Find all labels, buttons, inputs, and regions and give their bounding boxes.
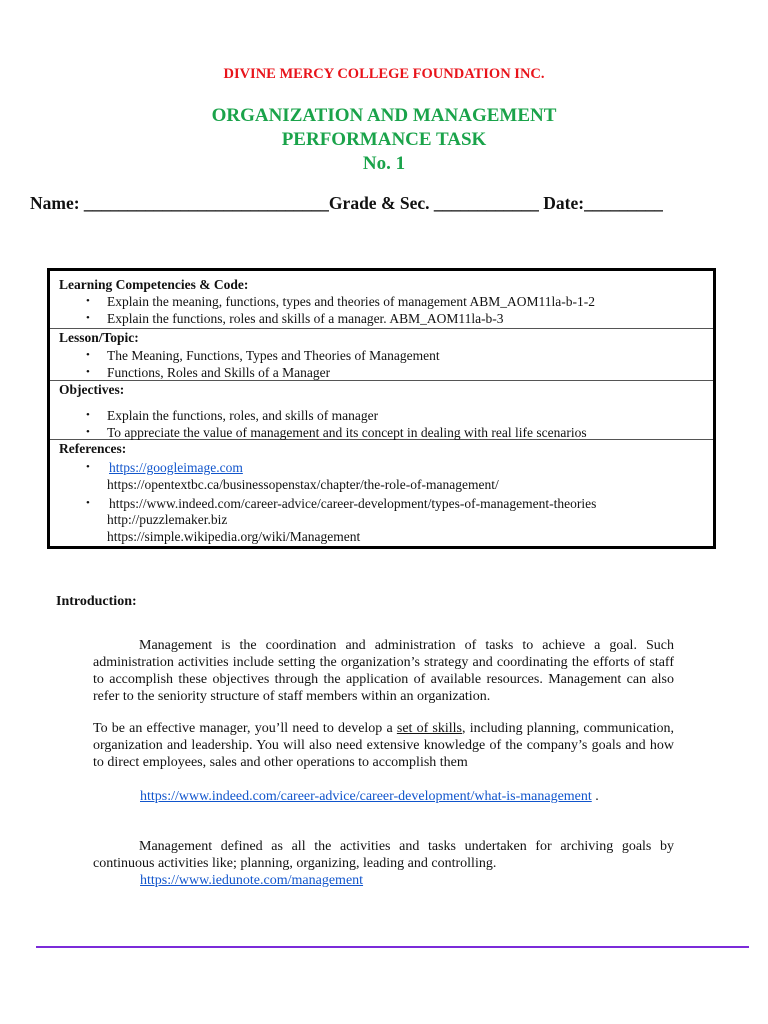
- document-title-line-1: ORGANIZATION AND MANAGEMENT: [211, 105, 557, 126]
- document-title-line-2: PERFORMANCE TASK: [281, 129, 487, 150]
- references-row: [50, 439, 713, 548]
- lesson-item: Functions, Roles and Skills of a Manager: [107, 365, 331, 380]
- lesson-row: [50, 328, 713, 381]
- objectives-heading: Objectives:: [59, 382, 125, 397]
- indeed-source-line: [140, 788, 599, 805]
- intro-paragraph-1: [93, 637, 674, 705]
- competency-item: Explain the functions, roles and skills of a manager. ABM_AOM11la-b-3: [107, 311, 504, 326]
- reference-text: https://simple.wikipedia.org/wiki/Management: [107, 529, 361, 544]
- reference-text: https://www.indeed.com/career-advice/career-development/types-of-management-theories: [109, 496, 597, 511]
- link-suffix: .: [591, 789, 599, 804]
- bullet: •: [86, 312, 90, 324]
- competency-item: Explain the meaning, functions, types and theories of management ABM_AOM11la-b-1-2: [107, 294, 596, 309]
- footer-divider: [36, 946, 749, 948]
- references-heading: References:: [59, 441, 127, 456]
- paragraph-text: Management is the coordination and administration of tasks to achieve a goal. Such administration activities include setting the organization’s strategy and coordinating the efforts of staff to accomplish these objectives through the application of available resources. Management can also refer to the seniority structure of staff members within an organization.: [93, 638, 674, 704]
- intro-paragraph-3: [93, 838, 674, 872]
- lesson-heading: Lesson/Topic:: [59, 330, 139, 345]
- set-of-skills-link[interactable]: set of skills: [396, 721, 463, 736]
- document-title-line-3: No. 1: [362, 153, 406, 174]
- lesson-item: The Meaning, Functions, Types and Theories of Management: [107, 348, 440, 363]
- bullet: •: [86, 366, 90, 378]
- bullet: •: [86, 349, 90, 361]
- reference-text: http://puzzlemaker.biz: [107, 512, 228, 527]
- reference-text: https://opentextbc.ca/businessopenstax/chapter/the-role-of-management/: [107, 477, 499, 492]
- objectives-row: [50, 380, 713, 440]
- paragraph-text: Management defined as all the activities and tasks undertaken for archiving goals by continuous activities like; planning, organizing, leading and controlling.: [93, 839, 674, 871]
- lesson-info-table: [47, 268, 716, 549]
- organization-name: DIVINE MERCY COLLEGE FOUNDATION INC.: [223, 66, 545, 82]
- iedunote-source-line: [140, 872, 363, 889]
- paragraph-text: To be an effective manager, you’ll need to develop a: [93, 721, 397, 736]
- bullet: •: [86, 295, 90, 307]
- reference-link[interactable]: https://googleimage.com: [109, 460, 243, 475]
- competencies-heading: Learning Competencies & Code:: [59, 277, 249, 292]
- indeed-management-link[interactable]: https://www.indeed.com/career-advice/career-development/what-is-management: [140, 789, 592, 804]
- intro-paragraph-2: [93, 720, 674, 771]
- competencies-row: [50, 271, 713, 329]
- name-grade-date-line: Name: ____________________________Grade & Sec. ____________ Date:_________: [30, 193, 663, 213]
- bullet: •: [86, 461, 90, 473]
- objective-item: Explain the functions, roles, and skills of manager: [107, 408, 379, 423]
- bullet: •: [86, 426, 90, 438]
- objective-item: To appreciate the value of management and its concept in dealing with real life scenarios: [107, 425, 587, 440]
- bullet: •: [86, 497, 90, 509]
- bullet: •: [86, 409, 90, 421]
- iedunote-management-link[interactable]: https://www.iedunote.com/management: [140, 873, 364, 888]
- paragraph-text: , including planning, communication, organization and leadership. You will also need extensive knowledge of the company’s goals and how to direct employees, sales and other operations to accomplish them: [93, 721, 675, 770]
- introduction-heading: Introduction:: [56, 594, 137, 609]
